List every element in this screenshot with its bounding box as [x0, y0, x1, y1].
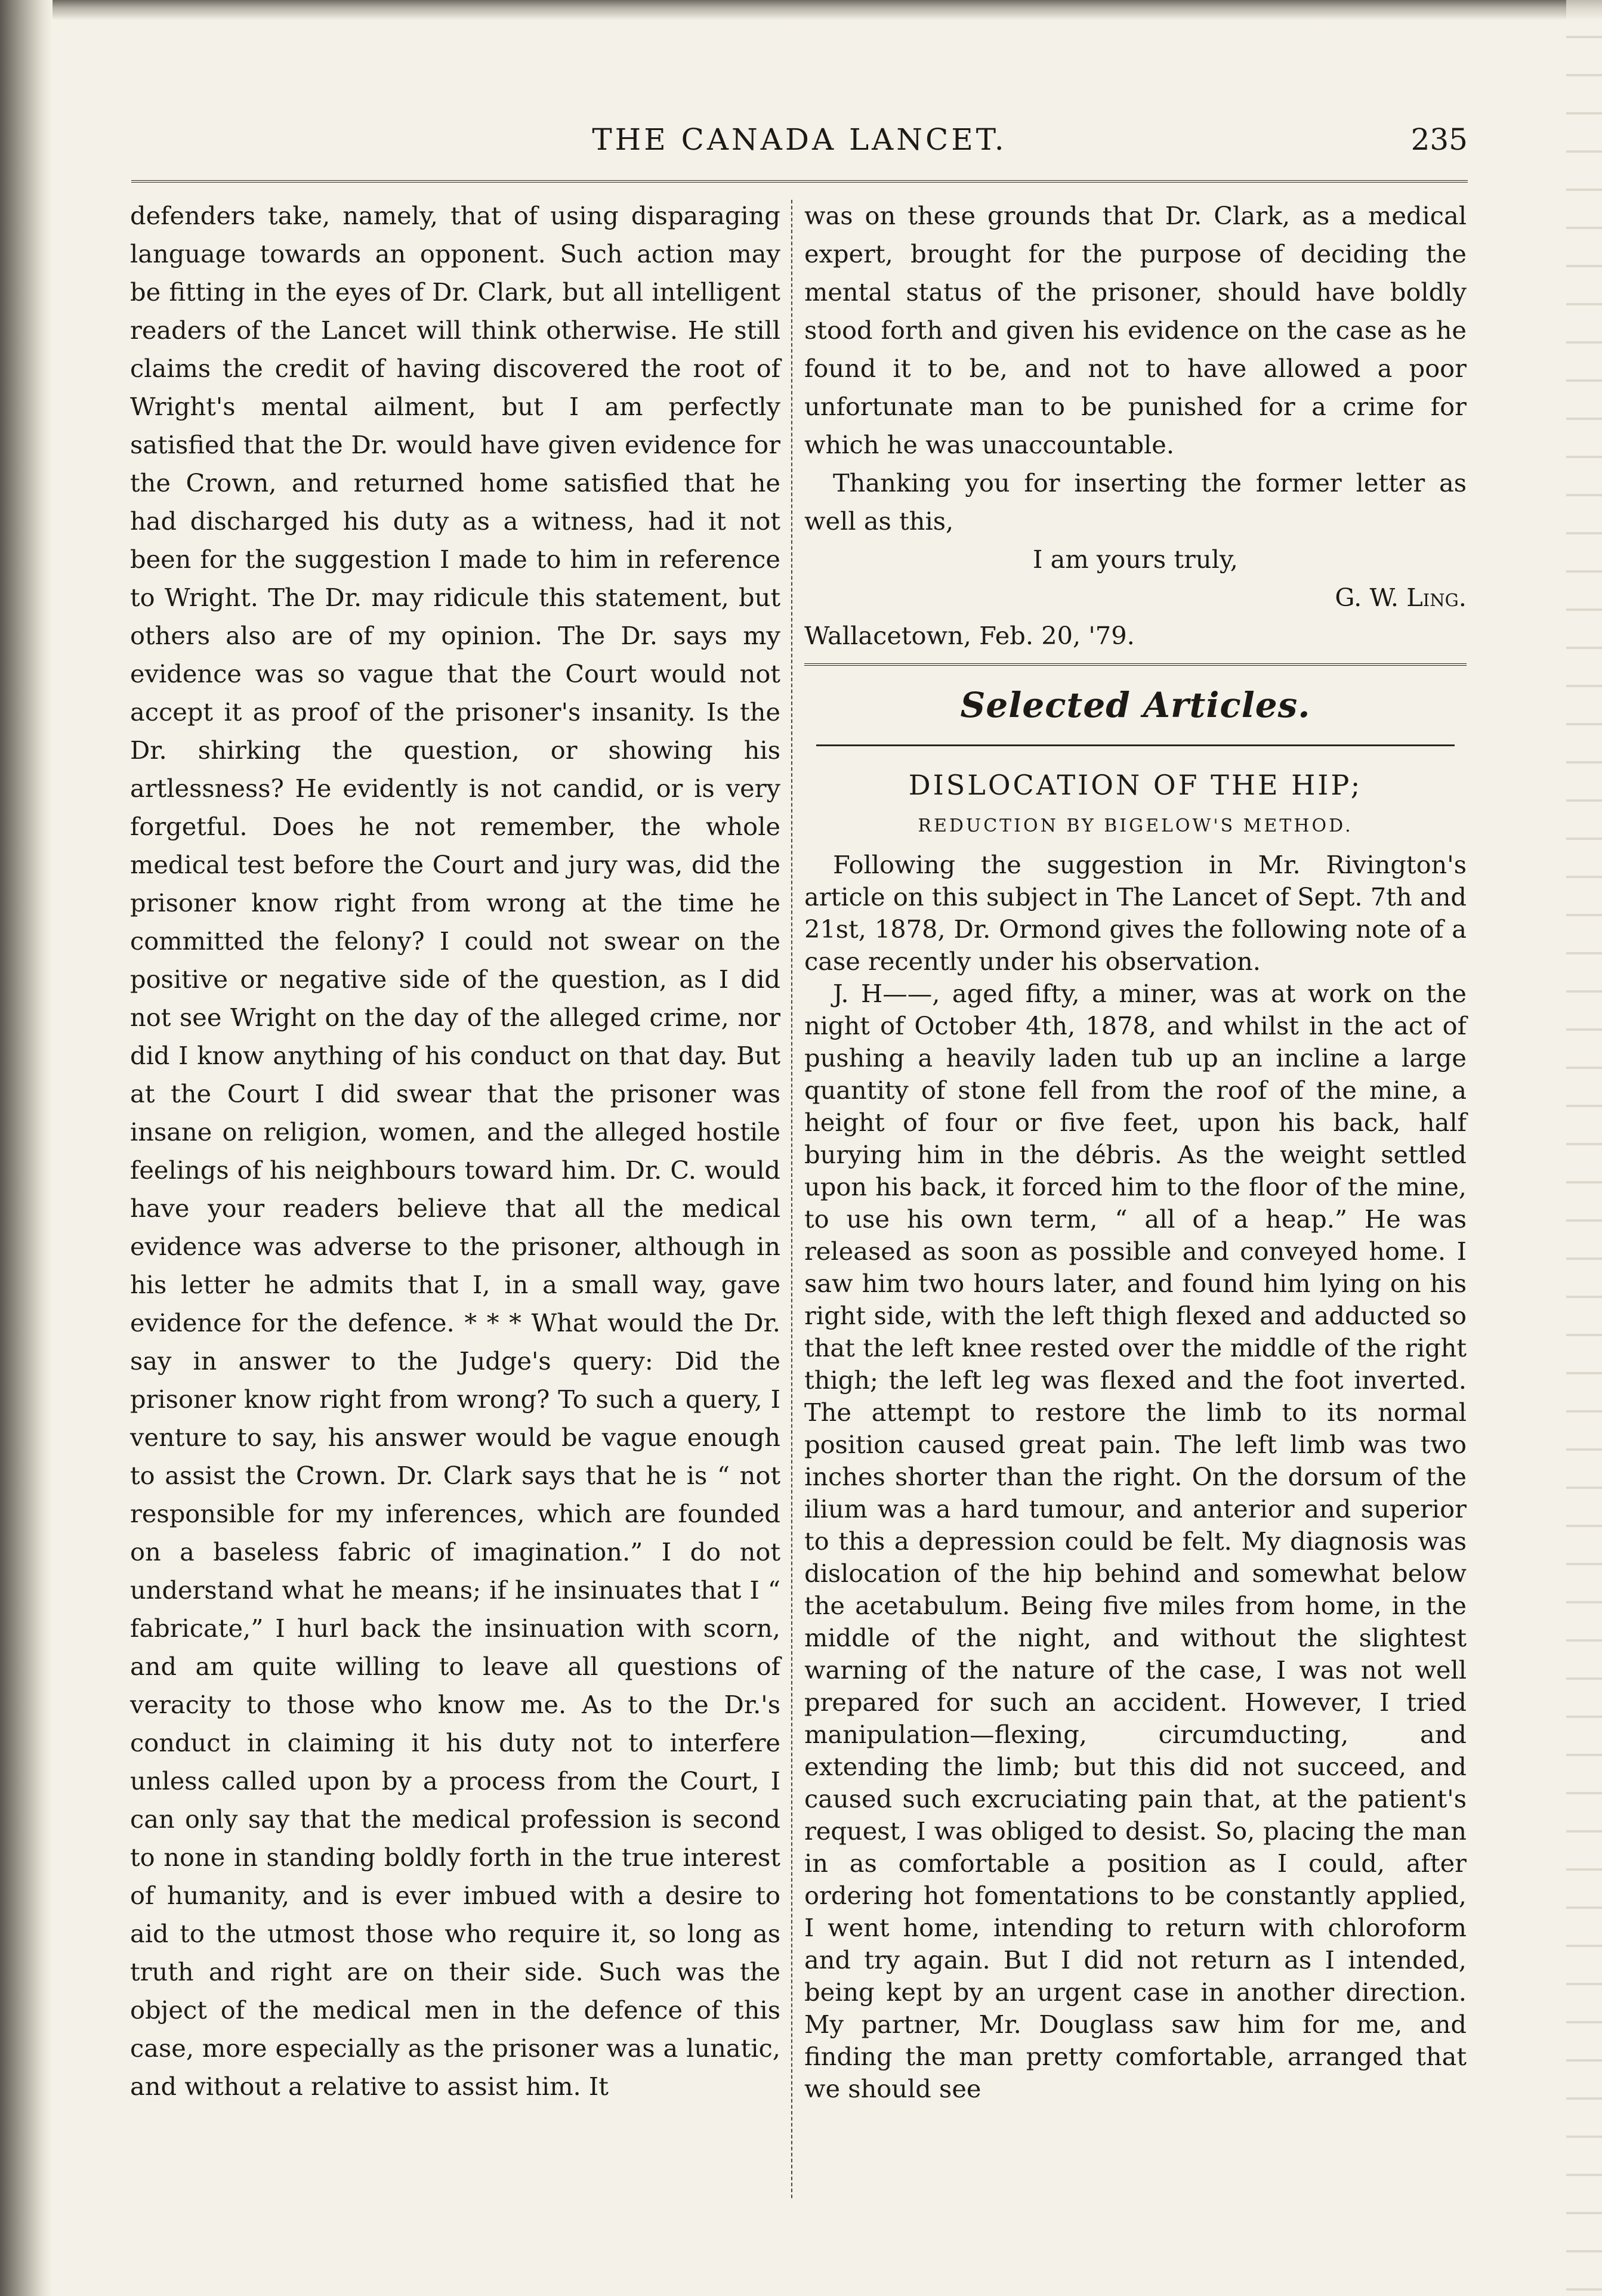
- page-header: [131, 122, 1468, 170]
- article-paragraph-1: Following the suggestion in Mr. Rivington's article on this subject in The Lancet of Sept. 7th and 21st, 1878, Dr. Ormond gives the following note of a case recently under his observation.: [804, 850, 1467, 976]
- header-rule: [131, 180, 1468, 183]
- article-title: DISLOCATION OF THE HIP;: [908, 769, 1363, 801]
- article-subtitle: REDUCTION BY BIGELOW'S METHOD.: [918, 815, 1353, 836]
- letter-closing: I am yours truly,: [1033, 545, 1238, 574]
- page-edge-left: [0, 0, 53, 2296]
- running-title: THE CANADA LANCET.: [592, 122, 1007, 157]
- article-paragraph-2: J. H——, aged fifty, a miner, was at work on the night of October 4th, 1878, and whilst in the act of pushing a heavily laden tub up an incline a large quantity of stone fell from the roof of the mine, a height of four or five feet, upon his back, half burying him in the débris. As the weight settled upon his back, it forced him to the floor of the mine, to use his own term, “ all of a heap.” He was released as soon as possible and conveyed home. I saw him two hours later, and found him lying on his right side, with the left thigh flexed and adducted so that the left knee rested over the middle of the right thigh; the left leg was flexed and the foot inverted. The attempt to restore the limb to its normal position caused great pain. The left limb was two inches shorter than the right. On the dorsum of the ilium was a hard tumour, and anterior and superior to this a depression could be felt. My diagnosis was dislocation of the hip behind and somewhat below the acetabulum. Being five miles from home, in the middle of the night, and without the slightest warning of the nature of the case, I was not well prepared for such an accident. However, I tried manipulation—flexing, circumducting, and extending the limb; but this did not succeed, and caused such excruciating pain that, at the patient's request, I was obliged to desist. So, placing the man in as comfortable a position as I could, after ordering hot fomentations to be constantly applied, I went home, intending to return with chloroform and try again. But I did not return as I intended, being kept by an urgent case in another direction. My partner, Mr. Douglass saw him for me, and finding the man pretty comfortable, arranged that we should see: [804, 979, 1467, 2103]
- page-number: 235: [1410, 122, 1468, 157]
- page-edge-right: [1566, 0, 1602, 2296]
- page-edge-top: [0, 0, 1602, 20]
- left-column: [130, 197, 780, 2106]
- column-divider: [791, 200, 792, 2198]
- letter-signature: G. W. Ling.: [1335, 583, 1467, 612]
- right-paragraph-1: was on these grounds that Dr. Clark, as a medical expert, brought for the purpose of deciding the mental status of the prisoner, should have boldly stood forth and given his evidence on the case as he found it to be, and not to have allowed a poor unfortunate man to be punished for a crime for which he was unaccountable.: [804, 201, 1467, 459]
- section-heading: Selected Articles.: [960, 685, 1311, 725]
- section-rule-top: [804, 663, 1467, 666]
- right-paragraph-2: Thanking you for inserting the former letter as well as this,: [804, 468, 1467, 536]
- left-paragraph-1: defenders take, namely, that of using disparaging language towards an opponent. Such action may be fitting in the eyes of Dr. Clark, but all intelligent readers of the Lancet will think otherwise. He still claims the credit of having discovered the root of Wright's mental ailment, but I am perfectly satisfied that the Dr. would have given evidence for the Crown, and returned home satisfied that he had discharged his duty as a witness, had it not been for the suggestion I made to him in reference to Wright. The Dr. may ridicule this statement, but others also are of my opinion. The Dr. says my evidence was so vague that the Court would not accept it as proof of the prisoner's insanity. Is the Dr. shirking the question, or showing his artlessness? He evidently is not candid, or is very forgetful. Does he not remember, the whole medical test before the Court and jury was, did the prisoner know right from wrong at the time he committed the felony? I could not swear on the positive or negative side of the question, as I did not see Wright on the day of the alleged crime, nor did I know anything of his conduct on that day. But at the Court I did swear that the prisoner was insane on religion, women, and the alleged hostile feelings of his neighbours toward him. Dr. C. would have your readers believe that all the medical evidence was adverse to the prisoner, although in his letter he admits that I, in a small way, gave evidence for the defence. * * * What would the Dr. say in answer to the Judge's query: Did the prisoner know right from wrong? To such a query, I venture to say, his answer would be vague enough to assist the Crown. Dr. Clark says that he is “ not responsible for my inferences, which are founded on a baseless fabric of imagination.” I do not understand what he means; if he insinuates that I “ fabricate,” I hurl back the insinuation with scorn, and am quite willing to leave all questions of veracity to those who know me. As to the Dr.'s conduct in claiming it his duty not to interfere unless called upon by a process from the Court, I can only say that the medical profession is second to none in standing boldly forth in the true interest of humanity, and is ever imbued with a desire to aid to the utmost those who require it, so long as truth and right are on their side. Such was the object of the medical men in the defence of this case, more especially as the prisoner was a lunatic, and without a relative to assist him. It: [130, 201, 780, 2101]
- right-column: [804, 197, 1467, 2105]
- section-rule-bottom: [816, 744, 1455, 746]
- letter-dateline: Wallacetown, Feb. 20, '79.: [804, 621, 1135, 650]
